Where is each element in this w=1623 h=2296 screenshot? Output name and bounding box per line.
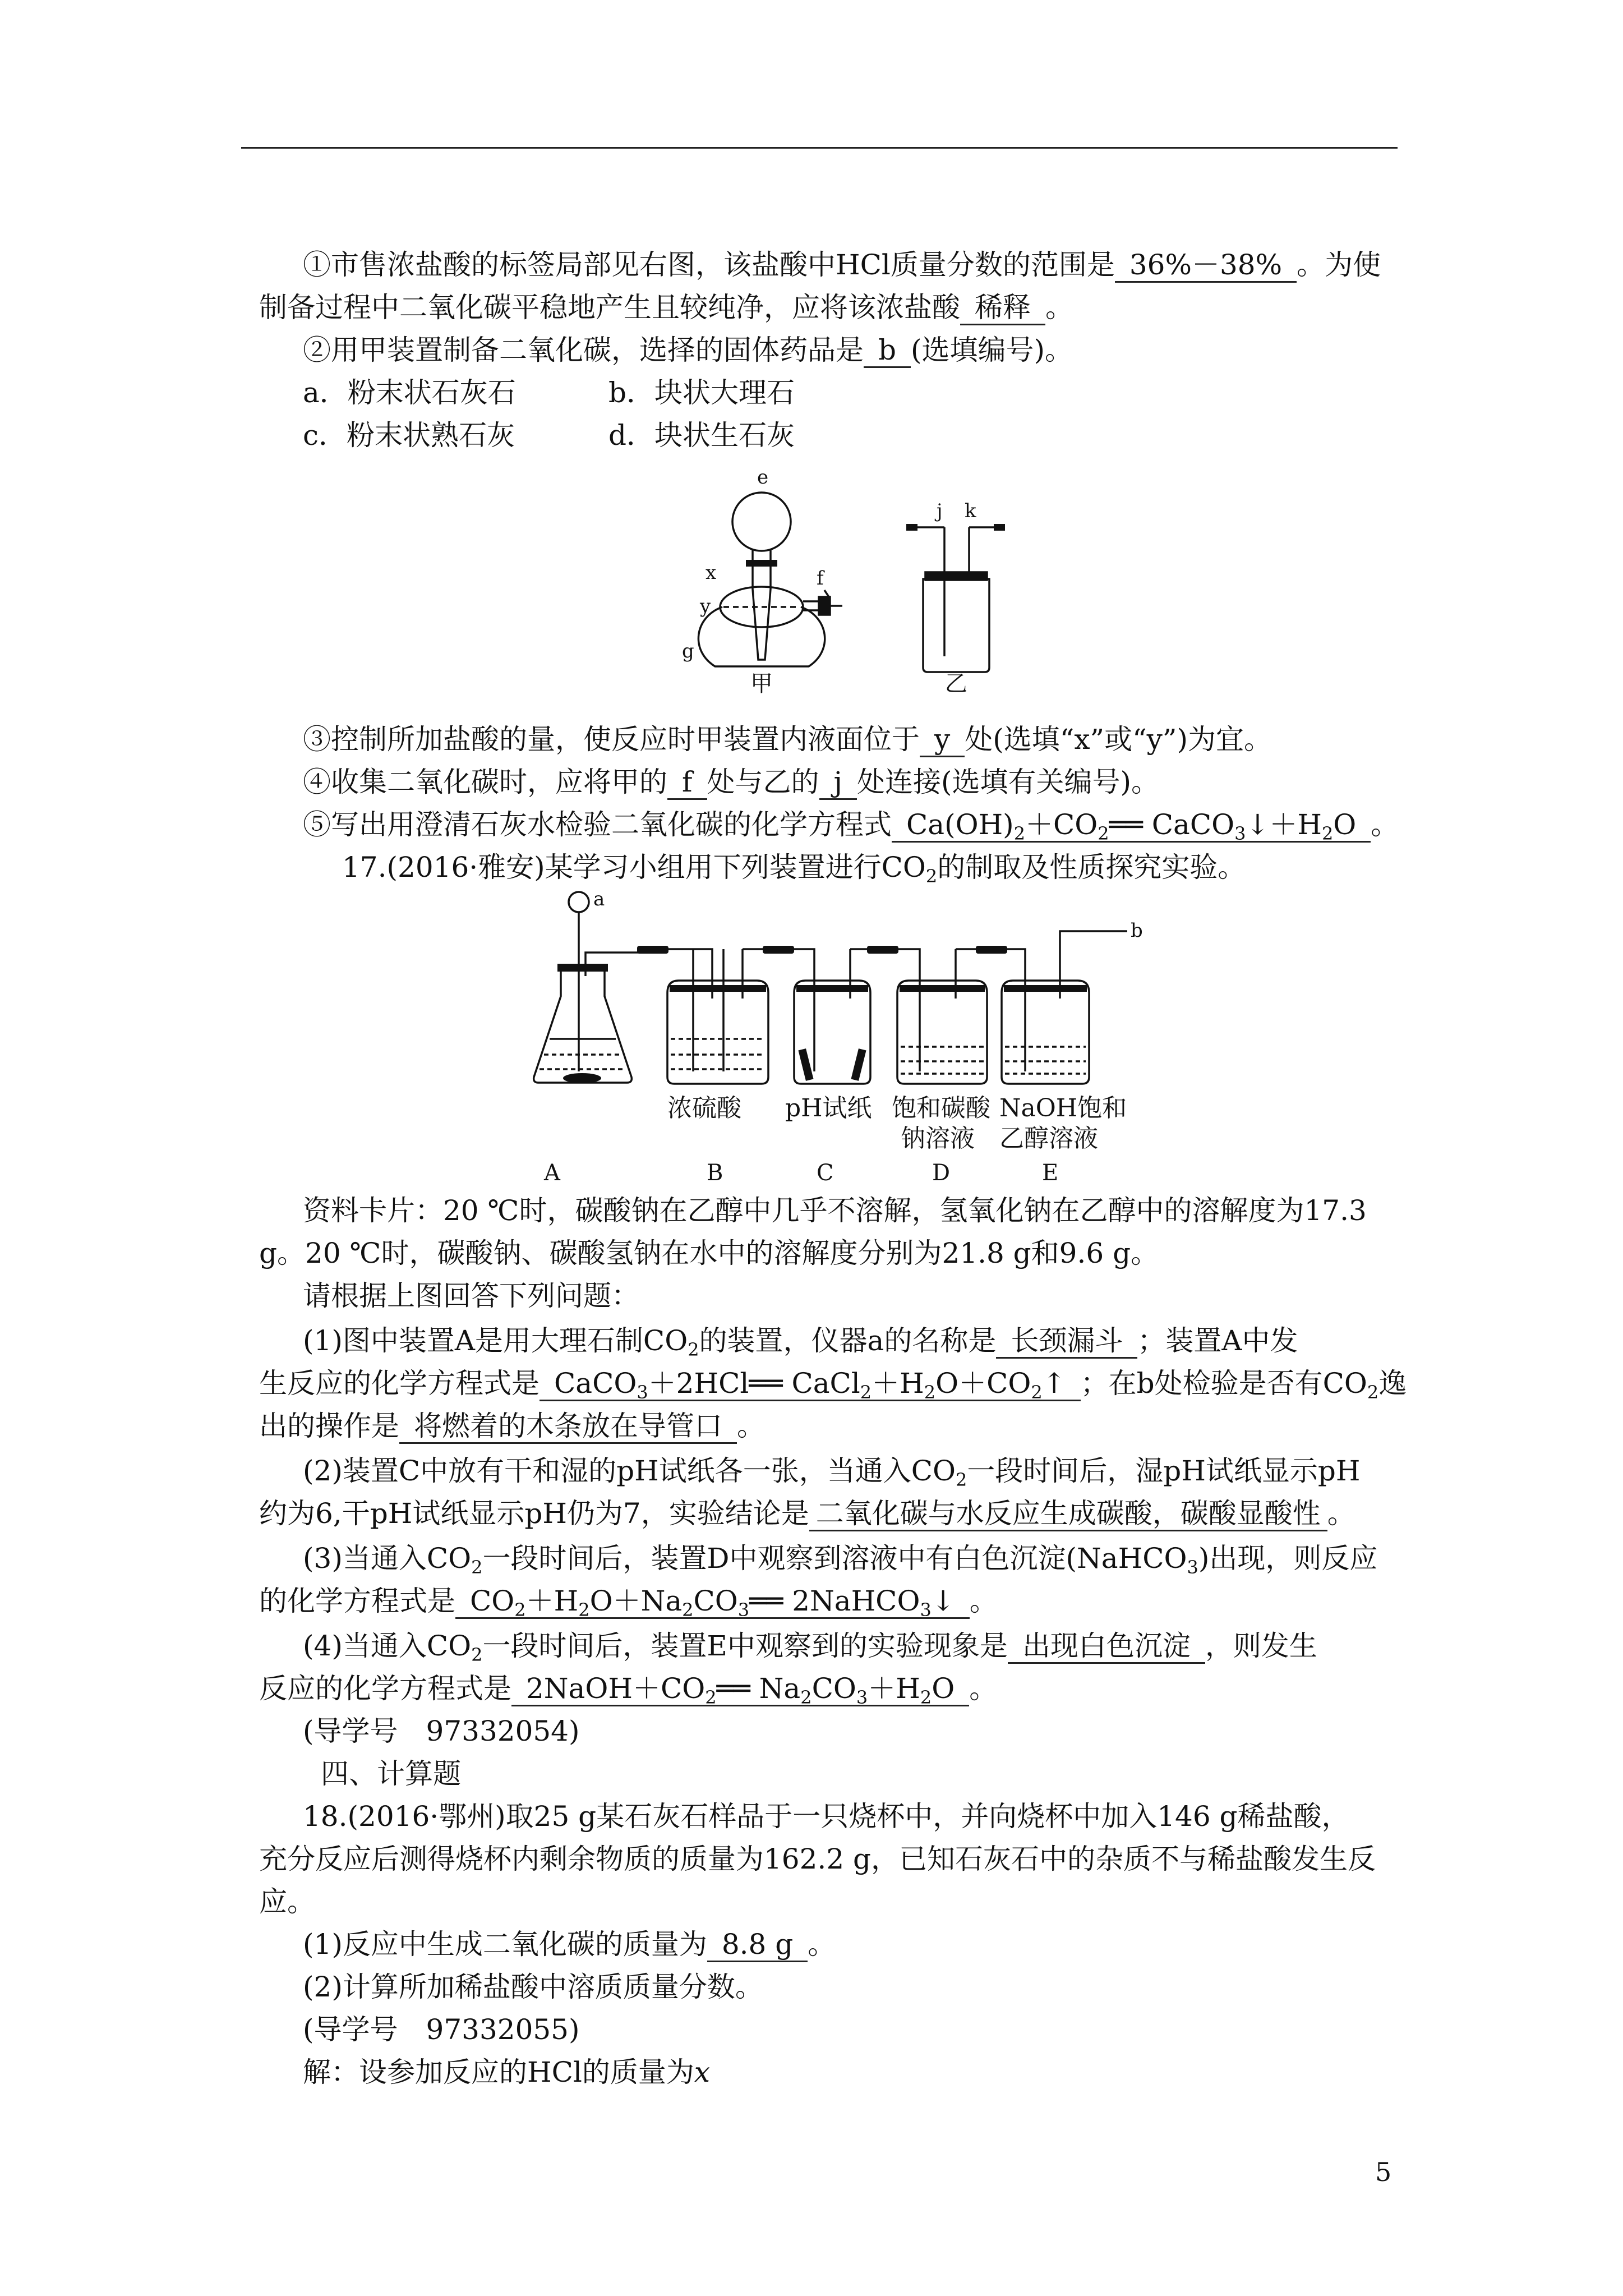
label-g: g: [682, 640, 694, 662]
q16-part2-text-end: (选填编号)。: [911, 334, 1073, 366]
answer-co2-mass: 8.8 g: [707, 1928, 808, 1962]
label-x: x: [706, 562, 717, 584]
kipp-stopcock: [819, 597, 830, 615]
q16-part4-text-end: 处连接(选填有关编号)。: [857, 766, 1160, 798]
label-f: f: [817, 567, 824, 590]
conical-flask: [534, 970, 632, 1083]
label-a: a: [593, 888, 605, 910]
label-y: y: [700, 595, 711, 618]
q17-prompt: 请根据上图回答下列问题：: [303, 1280, 639, 1312]
q17-s1-line3: 出的操作是 将燃着的木条放在导管口 。: [259, 1408, 765, 1444]
q16-part4-text-mid: 处与乙的: [707, 766, 819, 798]
q18-solution-line: 解：设参加反应的HCl的质量为x: [303, 2056, 711, 2088]
option-a: a．粉末状石灰石: [303, 376, 516, 409]
q17-s1-line1: (1)图中装置A是用大理石制$CO_2$的装置，仪器a的名称是 长颈漏斗 ；装置A中发: [303, 1324, 1298, 1360]
option-b: b．块状大理石: [608, 376, 795, 409]
answer-instrument-name: 长颈漏斗: [996, 1324, 1137, 1359]
q18-s2-line: (2)计算所加稀盐酸中溶质质量分数。: [303, 1971, 763, 2003]
bottle-d: [897, 981, 987, 1084]
answer-solid-reagent: b: [864, 334, 911, 368]
outlet-b: [1060, 931, 1127, 949]
answer-phenomenon: 出现白色沉淀: [1008, 1630, 1205, 1664]
q16-part1-text2-end: 。: [1045, 291, 1073, 324]
q16-part2-text: ②用甲装置制备二氧化碳，选择的固体药品是: [303, 334, 864, 366]
gas-bottle: [923, 579, 989, 672]
q18-line2: 充分反应后测得烧杯内剩余物质的质量为162.2 g，已知石灰石中的杂质不与稀盐酸发生反: [259, 1843, 1376, 1875]
q16-part5-text-end: 。: [1371, 808, 1399, 841]
q16-part1-line1: [303, 247, 1381, 283]
option-c: c．粉末状熟石灰: [303, 419, 515, 452]
q18-line3: 应。: [259, 1885, 315, 1918]
name-e-line1: NaOH饱和: [999, 1094, 1127, 1122]
q16-part3-text-end: 处(选填“x”或“y”)为宜。: [965, 723, 1272, 756]
letter-c: C: [817, 1160, 834, 1186]
answer-conclusion: 二氧化碳与水反应生成碳酸，碳酸显酸性: [809, 1497, 1327, 1531]
q17-s2-line2: 约为6,干pH试纸显示pH仍为7，实验结论是 二氧化碳与水反应生成碳酸，碳酸显酸性 。: [259, 1496, 1355, 1531]
label-k: k: [965, 500, 976, 522]
name-c: pH试纸: [785, 1094, 872, 1122]
q16-part1-line2: [259, 289, 1073, 325]
answer-port-f: f: [667, 766, 707, 800]
q18-line1: 18.(2016·鄂州)取25 g某石灰石样品于一只烧杯中，并向烧杯中加入146 g稀盐酸，: [303, 1800, 1350, 1833]
answer-limewater-equation: $Ca(OH)_2+CO_2══$ $CaCO_3↓+H_2O$: [892, 808, 1371, 843]
name-d-line1: 饱和碳酸: [892, 1094, 990, 1122]
letter-d: D: [932, 1160, 951, 1186]
answer-test-operation: 将燃着的木条放在导管口: [399, 1410, 737, 1444]
q18-s1-line: (1)反应中生成二氧化碳的质量为 8.8 g 。: [303, 1926, 836, 1962]
q16-part5-text: ⑤写出用澄清石灰水检验二氧化碳的化学方程式: [303, 808, 892, 841]
answer-naoh-equation: $2NaOH+CO_2══$ $Na_2CO_3+H_2O$: [511, 1672, 969, 1706]
q17-s3-line2: 的化学方程式是 $CO_2+H_2O+Na_2CO_3══$ 2NaHCO$_3$↓ 。: [259, 1585, 998, 1621]
q18-guide-number: (导学号 97332055): [303, 2013, 580, 2046]
section-heading-calc: 四、计算题: [321, 1757, 461, 1790]
q17-s4-line2: 反应的化学方程式是 $2NaOH+CO_2══$ $Na_2CO_3+H_2O$ 。: [259, 1672, 998, 1708]
kipp-bottom-bulb: [698, 607, 824, 666]
q16-part4-text: ④收集二氧化碳时，应将甲的: [303, 766, 667, 798]
q17-s4-line1: (4)当通入$CO_2$一段时间后，装置E中观察到的实验现象是 出现白色沉淀 ，则发生: [303, 1630, 1317, 1665]
name-e-line2: 乙醇溶液: [999, 1124, 1098, 1153]
label-b: b: [1131, 919, 1143, 942]
q16-part2-line: [303, 332, 1073, 368]
q17-s3-line1: (3)当通入$CO_2$一段时间后，装置D中观察到溶液中有白色沉淀(NaHCO$_3$)出现，则反应: [303, 1542, 1378, 1578]
answer-marble-equation: CaCO$_3$＋2HCl══ $CaCl_2+H_2O+CO_2↑$: [540, 1367, 1081, 1401]
funnel-bulb: [569, 892, 589, 912]
q16-part4-line: [303, 764, 1159, 800]
q16-part5-line: [303, 807, 1399, 843]
caption-yi: 乙: [945, 671, 967, 696]
q16-part3-text: ③控制所加盐酸的量，使反应时甲装置内液面位于: [303, 723, 920, 756]
q16-part1-text2: 制备过程中二氧化碳平稳地产生且较纯净，应将该浓盐酸: [259, 291, 960, 324]
apparatus-jia-yi-figure: [662, 460, 1009, 696]
q16-part1-text: ①市售浓盐酸的标签局部见右图，该盐酸中HCl质量分数的范围是: [303, 249, 1115, 281]
answer-hcl-range: 36%－38%: [1115, 249, 1297, 283]
header-rule: [241, 147, 1398, 149]
data-card-line2: g。20 ℃时，碳酸钠、碳酸氢钠在水中的溶解度分别为21.8 g和9.6 g。: [259, 1237, 1159, 1269]
q17-s2-line1: (2)装置C中放有干和湿的pH试纸各一张，当通入$CO_2$一段时间后，湿pH试纸显示pH: [303, 1455, 1361, 1490]
bottle-e: [1002, 981, 1089, 1084]
option-d: d．块状生石灰: [608, 419, 795, 452]
q17-guide-number: (导学号 97332054): [303, 1715, 580, 1747]
answer-dilute: 稀释: [960, 291, 1045, 325]
variable-x: x: [694, 2056, 711, 2088]
answer-port-j: j: [819, 766, 857, 800]
kipp-top-bulb: [732, 493, 791, 551]
answer-bicarbonate-equation: $CO_2+H_2O+Na_2CO_3══$ 2NaHCO$_3$↓: [455, 1585, 970, 1619]
name-b: 浓硫酸: [667, 1094, 741, 1122]
q17-stem: 17.(2016·雅安)某学习小组用下列装置进行$CO_2$的制取及性质探究实验。: [342, 851, 1246, 887]
co2-apparatus-figure: [527, 886, 1166, 1189]
label-j: j: [937, 500, 943, 522]
letter-b: B: [707, 1160, 723, 1186]
kipp-funnel-stem: [753, 562, 771, 660]
page-number: 5: [1375, 2157, 1392, 2187]
q17-s1-line2: 生反应的化学方程式是 CaCO$_3$＋2HCl══ $CaCl_2+H_2O+CO_2↑$ ；在b处检验是否有$CO_2$逸: [259, 1367, 1407, 1403]
caption-jia: 甲: [750, 671, 773, 696]
q16-part1-text-end: 。为使: [1297, 249, 1381, 281]
letter-e: E: [1042, 1160, 1059, 1186]
data-card-line1: 资料卡片：20 ℃时，碳酸钠在乙醇中几乎不溶解，氢氧化钠在乙醇中的溶解度为17.3: [303, 1194, 1367, 1227]
answer-liquid-level: y: [920, 723, 965, 757]
letter-a: A: [544, 1160, 560, 1186]
label-e: e: [757, 466, 769, 489]
name-d-line2: 钠溶液: [901, 1124, 975, 1153]
q16-part3-line: [303, 721, 1272, 757]
